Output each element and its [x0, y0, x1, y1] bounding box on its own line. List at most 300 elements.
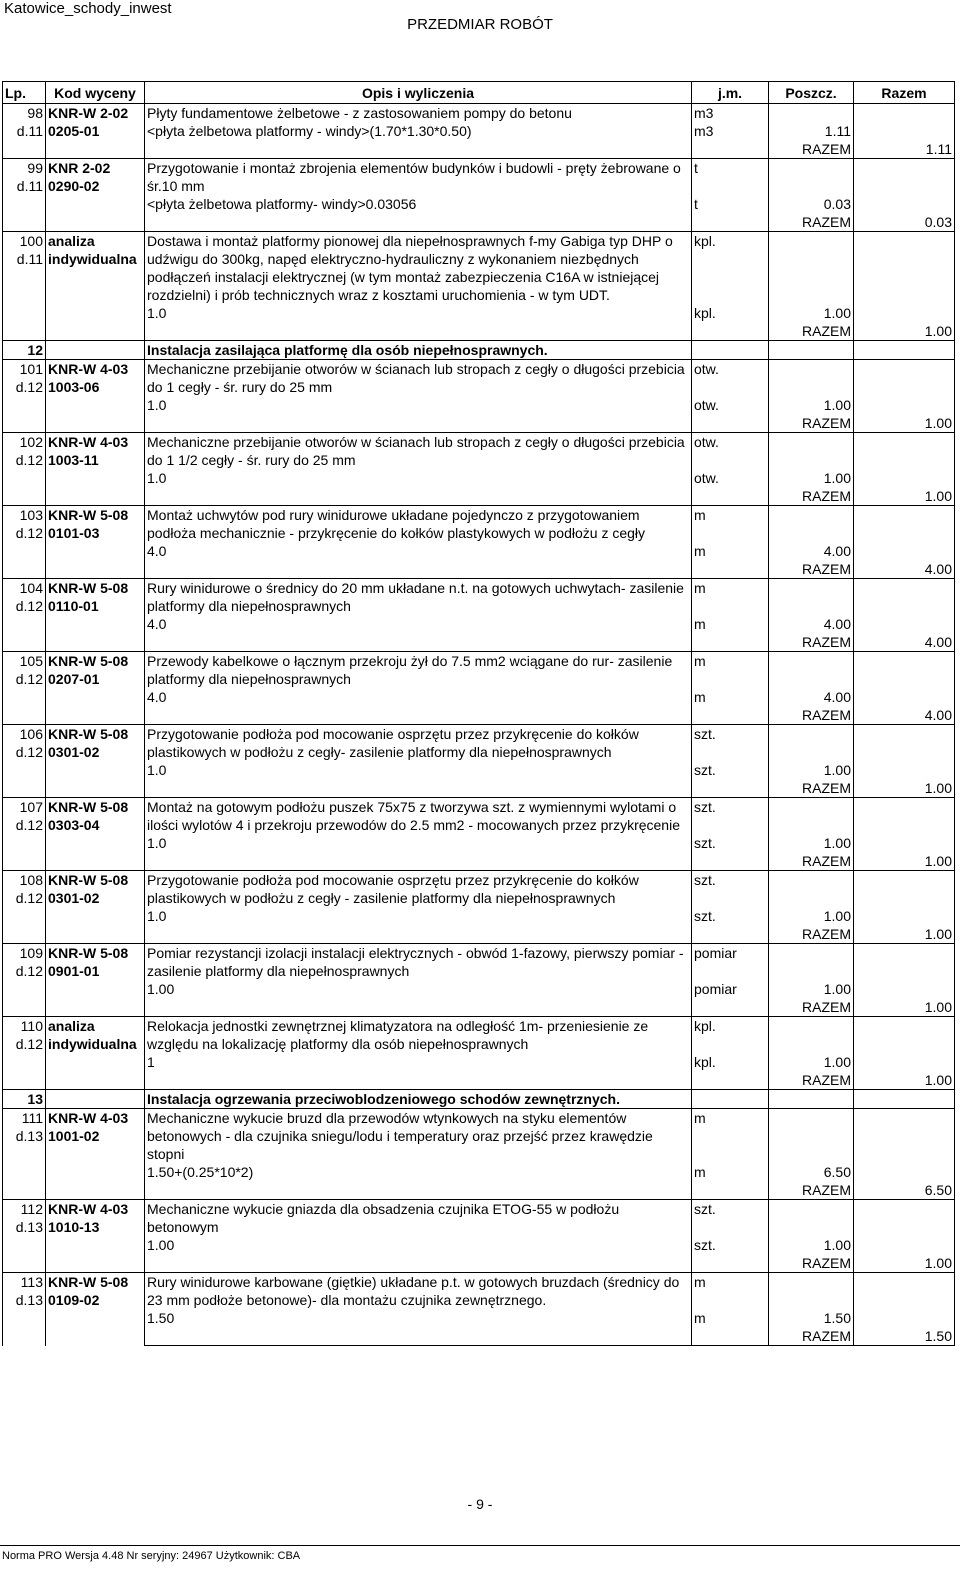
item-kod — [46, 433, 145, 506]
table-row — [3, 579, 955, 616]
item-lp — [3, 159, 46, 232]
item-kod — [46, 104, 145, 159]
kod-line-2: 0110-01 — [48, 598, 99, 614]
item-number: 105 — [19, 653, 43, 669]
empty-cell — [854, 980, 955, 998]
empty-cell — [145, 779, 692, 798]
item-section: d.13 — [15, 1128, 43, 1144]
empty-cell — [692, 487, 769, 506]
empty-cell — [854, 304, 955, 322]
kod-line-1: KNR-W 4-03 — [48, 1110, 129, 1126]
total-label: RAZEM — [769, 998, 854, 1017]
item-total: 4.00 — [854, 560, 955, 579]
item-calculation: 1.0 — [145, 396, 692, 414]
total-row — [3, 998, 955, 1017]
empty-cell — [854, 396, 955, 414]
calc-row — [3, 396, 955, 414]
item-description: Rury winidurowe o średnicy do 20 mm układane n.t. na gotowych uchwytach- zasilenie platformy dla niepełnosprawnych — [145, 579, 692, 616]
item-section: d.12 — [15, 671, 43, 687]
empty-cell — [692, 706, 769, 725]
item-lp — [3, 871, 46, 944]
empty-cell — [769, 652, 854, 689]
item-calculation: 4.0 — [145, 688, 692, 706]
empty-cell — [692, 341, 769, 360]
empty-cell — [769, 871, 854, 908]
calc-row — [3, 761, 955, 779]
item-calculation: 1.0 — [145, 761, 692, 779]
item-posz: 1.00 — [769, 304, 854, 322]
total-row — [3, 140, 955, 159]
kod-line-1: KNR-W 4-03 — [48, 361, 129, 377]
empty-cell — [692, 779, 769, 798]
kod-line-2: 1010-13 — [48, 1219, 100, 1235]
item-posz: 1.50 — [769, 1309, 854, 1327]
empty-cell — [854, 341, 955, 360]
table-row — [3, 433, 955, 470]
kod-line-1: analiza indywidualna — [48, 1018, 137, 1052]
item-number: 108 — [19, 872, 43, 888]
kod-line-2: 1001-02 — [48, 1128, 100, 1144]
table-row — [3, 1273, 955, 1310]
item-unit: szt. — [692, 725, 769, 762]
item-total: 1.50 — [854, 1327, 955, 1346]
empty-cell — [769, 1109, 854, 1164]
item-unit: szt. — [692, 871, 769, 908]
empty-cell — [854, 1090, 955, 1109]
calc-unit: otw. — [692, 469, 769, 487]
item-number: 99 — [27, 160, 43, 176]
total-label: RAZEM — [769, 1327, 854, 1346]
item-total: 1.00 — [854, 1254, 955, 1273]
item-total: 6.50 — [854, 1181, 955, 1200]
calc-unit: m3 — [692, 122, 769, 140]
item-description: Przewody kabelkowe o łącznym przekroju żył do 7.5 mm2 wciągane do rur- zasilenie platformy dla niepełnosprawnych — [145, 652, 692, 689]
total-label: RAZEM — [769, 140, 854, 159]
empty-cell — [692, 1181, 769, 1200]
item-posz: 1.00 — [769, 469, 854, 487]
item-calculation: 4.0 — [145, 542, 692, 560]
item-lp — [3, 1200, 46, 1273]
empty-cell — [692, 414, 769, 433]
total-row — [3, 1254, 955, 1273]
empty-cell — [854, 122, 955, 140]
item-calculation: 1 — [145, 1053, 692, 1071]
empty-cell — [145, 140, 692, 159]
item-posz: 1.11 — [769, 122, 854, 140]
item-kod — [46, 360, 145, 433]
section-title: Instalacja ogrzewania przeciwoblodzeniowego schodów zewnętrznych. — [145, 1090, 692, 1109]
item-posz: 1.00 — [769, 761, 854, 779]
item-unit: t — [692, 159, 769, 196]
empty-cell — [145, 1181, 692, 1200]
empty-cell — [769, 725, 854, 762]
table-row — [3, 104, 955, 123]
item-description: Mechaniczne wykucie bruzd dla przewodów wtynkowych na styku elementów betonowych - dla czujnika sniegu/lodu i temperatury oraz przejść przez krawędzie stopni — [145, 1109, 692, 1164]
total-row — [3, 1181, 955, 1200]
item-calculation: 1.00 — [145, 1236, 692, 1254]
empty-cell — [145, 487, 692, 506]
kod-line-2: 0301-02 — [48, 744, 100, 760]
kod-line-1: analiza indywidualna — [48, 233, 137, 267]
kod-line-1: KNR-W 4-03 — [48, 434, 129, 450]
item-lp — [3, 1017, 46, 1090]
item-unit: otw. — [692, 360, 769, 397]
total-label: RAZEM — [769, 1254, 854, 1273]
kod-line-1: KNR-W 5-08 — [48, 945, 129, 961]
item-description: Przygotowanie i montaż zbrojenia elementów budynków i budowli - pręty żebrowane o śr.10 mm — [145, 159, 692, 196]
calc-row — [3, 122, 955, 140]
item-posz: 0.03 — [769, 195, 854, 213]
item-kod — [46, 1017, 145, 1090]
empty-cell — [854, 542, 955, 560]
item-section: d.12 — [15, 963, 43, 979]
calc-row — [3, 907, 955, 925]
kod-line-2: 0901-01 — [48, 963, 100, 979]
table-row — [3, 725, 955, 762]
calc-unit: otw. — [692, 396, 769, 414]
item-calculation: 1.0 — [145, 907, 692, 925]
calc-unit: szt. — [692, 907, 769, 925]
empty-cell — [692, 1071, 769, 1090]
total-label: RAZEM — [769, 414, 854, 433]
total-row — [3, 1327, 955, 1346]
item-total: 1.00 — [854, 925, 955, 944]
kod-line-1: KNR-W 5-08 — [48, 507, 129, 523]
item-calculation: 1.0 — [145, 834, 692, 852]
table-row — [3, 1109, 955, 1164]
kod-line-2: 1003-06 — [48, 379, 100, 395]
kod-line-1: KNR-W 5-08 — [48, 1274, 129, 1290]
empty-cell — [145, 414, 692, 433]
calc-unit: kpl. — [692, 304, 769, 322]
empty-cell — [854, 159, 955, 196]
item-description: Dostawa i montaż platformy pionowej dla niepełnosprawnych f-my Gabiga typ DHP o udźwigu do 300kg, napęd elektryczno-hydrauliczny z wykonaniem niezbędnych podłączeń instalacji elektrycznej (w tym montaż zabezpieczenia C16A w istniejącej rozdzielni) i prób technicznych wraz z kosztami uruchomienia - w tym UDT. — [145, 232, 692, 305]
empty-cell — [145, 925, 692, 944]
item-section: d.11 — [16, 251, 43, 267]
item-posz: 1.00 — [769, 907, 854, 925]
item-number: 112 — [20, 1201, 43, 1217]
table-row — [3, 360, 955, 397]
empty-cell — [769, 1273, 854, 1310]
item-lp — [3, 232, 46, 341]
empty-cell — [692, 1254, 769, 1273]
total-row — [3, 925, 955, 944]
kod-line-1: KNR-W 5-08 — [48, 799, 129, 815]
item-unit: kpl. — [692, 1017, 769, 1054]
item-number: 109 — [19, 945, 43, 961]
section-number: 13 — [3, 1090, 46, 1109]
calc-row — [3, 195, 955, 213]
table-row — [3, 232, 955, 305]
item-posz: 6.50 — [769, 1163, 854, 1181]
item-description: Montaż na gotowym podłożu puszek 75x75 z tworzywa szt. z wymiennymi wylotami o ilości wylotów 4 i przekroju przewodów do 2.5 mm2 - mocowanych przez przykręcenie — [145, 798, 692, 835]
item-posz: 1.00 — [769, 1053, 854, 1071]
empty-cell — [854, 506, 955, 543]
table-row — [3, 871, 955, 908]
file-name: Katowice_schody_inwest — [4, 0, 172, 17]
item-unit: m — [692, 652, 769, 689]
item-calculation: 1.50+(0.25*10*2) — [145, 1163, 692, 1181]
item-lp — [3, 579, 46, 652]
empty-cell — [854, 1109, 955, 1164]
item-number: 98 — [27, 105, 43, 121]
item-posz: 4.00 — [769, 542, 854, 560]
item-section: d.13 — [15, 1219, 43, 1235]
total-label: RAZEM — [769, 322, 854, 341]
item-lp — [3, 104, 46, 159]
col-posz: Poszcz. — [769, 82, 854, 104]
section-title: Instalacja zasilająca platformę dla osób niepełnosprawnych. — [145, 341, 692, 360]
item-section: d.12 — [15, 525, 43, 541]
item-total: 4.00 — [854, 633, 955, 652]
item-kod — [46, 159, 145, 232]
calc-row — [3, 469, 955, 487]
item-number: 101 — [19, 361, 43, 377]
empty-cell — [692, 322, 769, 341]
empty-cell — [46, 1090, 145, 1109]
calc-row — [3, 615, 955, 633]
empty-cell — [769, 506, 854, 543]
item-kod — [46, 232, 145, 341]
section-row — [3, 1090, 955, 1109]
item-section: d.12 — [15, 452, 43, 468]
empty-cell — [854, 652, 955, 689]
empty-cell — [769, 579, 854, 616]
item-number: 102 — [19, 434, 43, 450]
empty-cell — [692, 140, 769, 159]
calc-unit: m — [692, 615, 769, 633]
item-section: d.12 — [15, 890, 43, 906]
item-calculation: <płyta żelbetowa platformy - windy>(1.70*1.30*0.50) — [145, 122, 692, 140]
calc-row — [3, 1309, 955, 1327]
calc-row — [3, 980, 955, 998]
total-label: RAZEM — [769, 633, 854, 652]
empty-cell — [854, 1053, 955, 1071]
empty-cell — [692, 1090, 769, 1109]
item-lp — [3, 725, 46, 798]
empty-cell — [145, 998, 692, 1017]
item-description: Mechaniczne przebijanie otworów w ścianach lub stropach z cegły o długości przebicia do 1 cegły - śr. rury do 25 mm — [145, 360, 692, 397]
total-label: RAZEM — [769, 706, 854, 725]
item-lp — [3, 1273, 46, 1346]
calc-unit: t — [692, 195, 769, 213]
empty-cell — [769, 104, 854, 123]
item-lp — [3, 944, 46, 1017]
item-number: 100 — [19, 233, 43, 249]
empty-cell — [692, 852, 769, 871]
total-row — [3, 322, 955, 341]
empty-cell — [145, 633, 692, 652]
empty-cell — [145, 706, 692, 725]
item-unit: m — [692, 506, 769, 543]
table-row — [3, 159, 955, 196]
kod-line-1: KNR-W 5-08 — [48, 872, 129, 888]
kod-line-2: 0205-01 — [48, 123, 100, 139]
item-unit: m — [692, 1109, 769, 1164]
total-row — [3, 706, 955, 725]
empty-cell — [854, 360, 955, 397]
item-section: d.11 — [16, 178, 43, 194]
item-calculation: 1.0 — [145, 469, 692, 487]
calc-unit: m — [692, 1163, 769, 1181]
calc-unit: szt. — [692, 834, 769, 852]
item-posz: 1.00 — [769, 980, 854, 998]
item-lp — [3, 798, 46, 871]
item-posz: 1.00 — [769, 834, 854, 852]
table-row — [3, 1200, 955, 1237]
col-lp: Lp. — [3, 82, 46, 104]
table-row — [3, 652, 955, 689]
total-label: RAZEM — [769, 1181, 854, 1200]
calc-row — [3, 1236, 955, 1254]
item-section: d.12 — [15, 379, 43, 395]
empty-cell — [854, 433, 955, 470]
calc-row — [3, 688, 955, 706]
empty-cell — [854, 798, 955, 835]
calc-row — [3, 1053, 955, 1071]
item-description: Rury winidurowe karbowane (giętkie) układane p.t. w gotowych bruzdach (średnicy do 23 mm podłoże betonowe)- dla montażu czujnika zewnętrznego. — [145, 1273, 692, 1310]
empty-cell — [854, 834, 955, 852]
kod-line-2: 0301-02 — [48, 890, 100, 906]
kod-line-1: KNR 2-02 — [48, 160, 111, 176]
item-kod — [46, 944, 145, 1017]
item-posz: 4.00 — [769, 615, 854, 633]
calc-unit: kpl. — [692, 1053, 769, 1071]
item-calculation: 1.50 — [145, 1309, 692, 1327]
total-row — [3, 213, 955, 232]
section-row — [3, 341, 955, 360]
total-row — [3, 1071, 955, 1090]
empty-cell — [854, 1236, 955, 1254]
col-jm: j.m. — [692, 82, 769, 104]
kod-line-1: KNR-W 5-08 — [48, 580, 129, 596]
total-row — [3, 633, 955, 652]
calc-row — [3, 1163, 955, 1181]
table-row — [3, 1017, 955, 1054]
calc-unit: m — [692, 542, 769, 560]
calc-row — [3, 304, 955, 322]
item-unit: kpl. — [692, 232, 769, 305]
calc-unit: pomiar — [692, 980, 769, 998]
col-opis: Opis i wyliczenia — [145, 82, 692, 104]
empty-cell — [854, 761, 955, 779]
item-kod — [46, 725, 145, 798]
item-description: Mechaniczne wykucie gniazda dla obsadzenia czujnika ETOG-55 w podłożu betonowym — [145, 1200, 692, 1237]
kod-line-2: 0290-02 — [48, 178, 100, 194]
item-number: 110 — [20, 1018, 43, 1034]
empty-cell — [769, 232, 854, 305]
item-total: 1.00 — [854, 322, 955, 341]
col-razem: Razem — [854, 82, 955, 104]
item-section: d.12 — [15, 1036, 43, 1052]
calc-unit: m — [692, 1309, 769, 1327]
empty-cell — [854, 615, 955, 633]
total-label: RAZEM — [769, 487, 854, 506]
kod-line-2: 0101-03 — [48, 525, 100, 541]
empty-cell — [854, 944, 955, 981]
kod-line-1: KNR-W 5-08 — [48, 726, 129, 742]
empty-cell — [769, 1017, 854, 1054]
item-kod — [46, 1200, 145, 1273]
empty-cell — [854, 1017, 955, 1054]
total-row — [3, 487, 955, 506]
kod-line-2: 0207-01 — [48, 671, 100, 687]
item-description: Mechaniczne przebijanie otworów w ścianach lub stropach z cegły o długości przebicia do 1 1/2 cegły - śr. rury do 25 mm — [145, 433, 692, 470]
section-number: 12 — [3, 341, 46, 360]
total-label: RAZEM — [769, 779, 854, 798]
kod-line-2: 1003-11 — [48, 452, 99, 468]
empty-cell — [769, 341, 854, 360]
item-section: d.12 — [15, 598, 43, 614]
item-calculation: 1.0 — [145, 304, 692, 322]
empty-cell — [854, 688, 955, 706]
item-kod — [46, 798, 145, 871]
empty-cell — [769, 798, 854, 835]
empty-cell — [692, 998, 769, 1017]
item-description: Relokacja jednostki zewnętrznej klimatyzatora na odległość 1m- przeniesienie ze względu na lokalizację platformy dla osób niepełnosprawnych — [145, 1017, 692, 1054]
item-lp — [3, 433, 46, 506]
empty-cell — [854, 195, 955, 213]
empty-cell — [854, 907, 955, 925]
calc-row — [3, 834, 955, 852]
item-description: Pomiar rezystancji izolacji instalacji elektrycznych - obwód 1-fazowy, pierwszy pomiar - zasilenie platformy dla niepełnosprawnych — [145, 944, 692, 981]
item-unit: m — [692, 1273, 769, 1310]
calc-unit: szt. — [692, 761, 769, 779]
empty-cell — [854, 1200, 955, 1237]
item-description: Przygotowanie podłoża pod mocowanie osprzętu przez przykręcenie do kołków plastikowych w podłożu z cegły - zasilenie platformy dla niepełnosprawnych — [145, 871, 692, 908]
table-row — [3, 944, 955, 981]
total-row — [3, 560, 955, 579]
item-kod — [46, 652, 145, 725]
item-lp — [3, 506, 46, 579]
empty-cell — [854, 104, 955, 123]
footer-divider — [0, 1545, 960, 1546]
total-label: RAZEM — [769, 925, 854, 944]
empty-cell — [692, 1327, 769, 1346]
empty-cell — [46, 341, 145, 360]
item-total: 1.00 — [854, 998, 955, 1017]
item-total: 1.00 — [854, 852, 955, 871]
item-calculation: <płyta żelbetowa platformy- windy>0.03056 — [145, 195, 692, 213]
item-lp — [3, 1109, 46, 1200]
item-lp — [3, 360, 46, 433]
item-unit: otw. — [692, 433, 769, 470]
item-number: 104 — [19, 580, 43, 596]
empty-cell — [769, 944, 854, 981]
empty-cell — [854, 469, 955, 487]
item-section: d.12 — [15, 744, 43, 760]
item-number: 111 — [21, 1110, 43, 1126]
item-total: 4.00 — [854, 706, 955, 725]
item-number: 107 — [19, 799, 43, 815]
empty-cell — [854, 725, 955, 762]
empty-cell — [769, 433, 854, 470]
item-posz: 4.00 — [769, 688, 854, 706]
item-number: 103 — [19, 507, 43, 523]
item-posz: 1.00 — [769, 1236, 854, 1254]
total-label: RAZEM — [769, 213, 854, 232]
item-unit: szt. — [692, 798, 769, 835]
item-total: 1.00 — [854, 487, 955, 506]
item-calculation: 1.00 — [145, 980, 692, 998]
item-number: 113 — [20, 1274, 43, 1290]
kod-line-1: KNR-W 4-03 — [48, 1201, 129, 1217]
item-unit: m — [692, 579, 769, 616]
empty-cell — [145, 1254, 692, 1273]
page-number: - 9 - — [467, 1496, 493, 1512]
item-total: 0.03 — [854, 213, 955, 232]
item-unit: pomiar — [692, 944, 769, 981]
